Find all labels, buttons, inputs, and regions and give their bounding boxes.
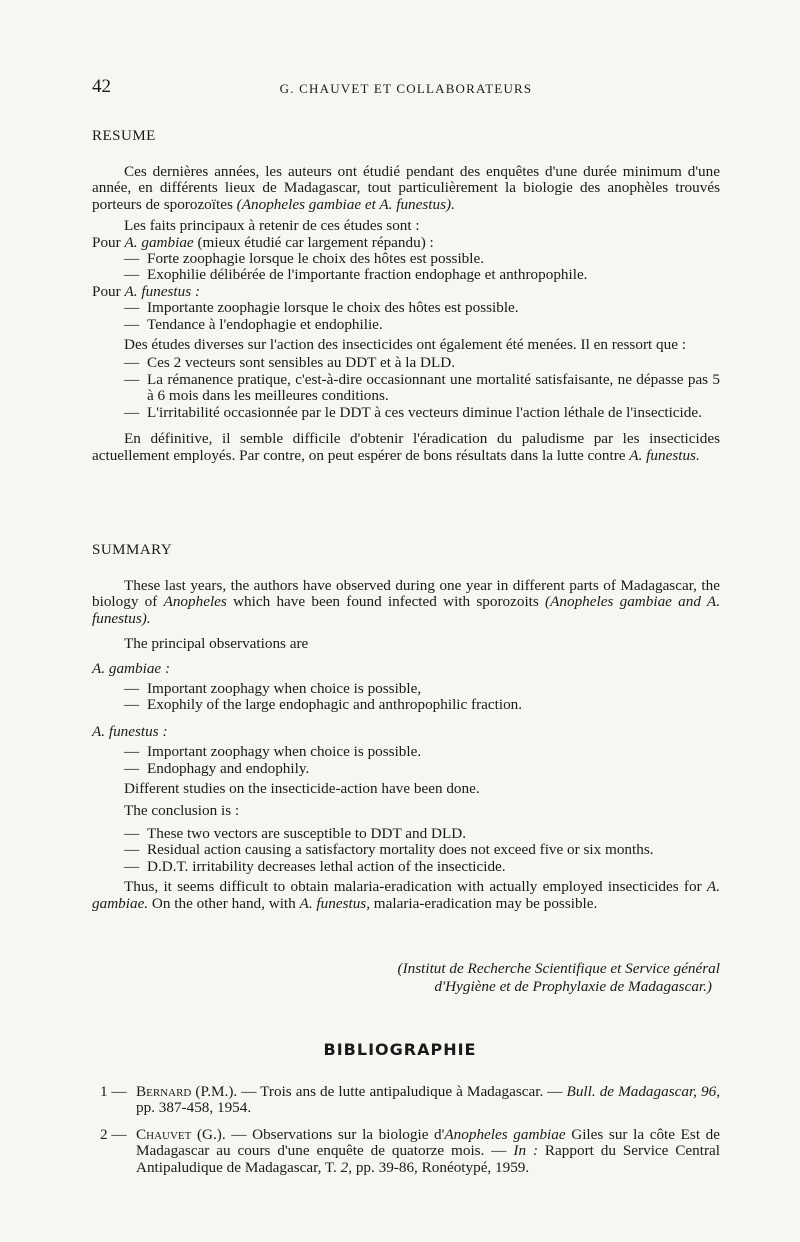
affiliation-line: d'Hygiène et de Prophylaxie de Madagascar.) — [434, 978, 712, 995]
resume-facts-lead: Les faits principaux à retenir de ces études sont : — [124, 217, 420, 235]
affiliation — [92, 960, 720, 996]
list-item: — La rémanence pratique, c'est-à-dire occasionnant une mortalité satisfaisante, ne dépasse pas 5 à 6 mois dans les meilleures conditions. — [124, 370, 720, 405]
resume-title: RESUME — [92, 128, 156, 144]
list-item: — These two vectors are susceptible to DDT and DLD. — [124, 824, 466, 842]
summary-different-studies: Different studies on the insecticide-action have been done. — [124, 780, 480, 798]
resume-conclusion: En définitive, il semble difficile d'obtenir l'éradication du paludisme par les insecticides actuellement employés. Par contre, on peut espérer de bons résultats dans la lutte contre A. funestus. — [92, 430, 720, 464]
reference-item: 1 — Bernard (P.M.). — Trois ans de lutte antipaludique à Madagascar. — Bull. de Madagascar, 96, pp. 387-458, 1954. — [100, 1083, 720, 1117]
resume-body — [92, 164, 720, 469]
page-header — [92, 76, 720, 102]
resume-intro: Ces dernières années, les auteurs ont étudié pendant des enquêtes d'une durée minimum d'une année, en différents lieux de Madagascar, tout particulièrement la biologie des anophèles trouvés porteurs de sporozoïtes (Anopheles gambiae et A. funestus). — [92, 163, 720, 213]
list-item: — Importante zoophagie lorsque le choix des hôtes est possible. — [124, 299, 519, 317]
resume-gambiae-heading: Pour A. gambiae (mieux étudié car largement répandu) : — [92, 233, 434, 251]
list-item: — Important zoophagy when choice is possible. — [124, 743, 422, 761]
list-item: — Exophily of the large endophagic and anthropophilic fraction. — [124, 696, 523, 714]
bibliography-title: BIBLIOGRAPHIE — [323, 1040, 477, 1059]
summary-conclusion-lead: The conclusion is : — [124, 802, 240, 820]
list-item: — Exophilie délibérée de l'importante fraction endophage et anthropophile. — [124, 266, 588, 284]
affiliation-line: (Institut de Recherche Scientifique et Service général — [397, 960, 720, 977]
reference-list — [92, 1084, 720, 1186]
summary-funestus-heading: A. funestus : — [92, 722, 168, 740]
list-item: — D.D.T. irritability decreases lethal action of the insecticide. — [124, 857, 506, 875]
summary-gambiae-heading: A. gambiae : — [92, 659, 171, 677]
list-item: — Important zoophagy when choice is possible, — [124, 680, 422, 698]
summary-intro: These last years, the authors have observed during one year in different parts of Madagascar, the biology of Anopheles which have been found infected with sporozoits (Anopheles gambiae and A. funestus). — [92, 577, 720, 627]
resume-insecticide-para: Des études diverses sur l'action des insecticides ont également été menées. Il en ressort que : — [124, 336, 686, 354]
list-item: — Ces 2 vecteurs sont sensibles au DDT et à la DLD. — [124, 354, 456, 372]
list-item: — Forte zoophagie lorsque le choix des hôtes est possible. — [124, 250, 485, 268]
list-item: — Residual action causing a satisfactory mortality does not exceed five or six months. — [124, 841, 654, 859]
summary-body — [92, 578, 720, 917]
resume-funestus-heading: Pour A. funestus : — [92, 282, 201, 300]
reference-item: 2 — Chauvet (G.). — Observations sur la biologie d'Anopheles gambiae Giles sur la côte Est de Madagascar au cours d'une enquête de quatorze mois. — In : Rapport du Service Central Antipaludique de Madagascar, T. 2, pp. 39-86, Ronéotypé, 1959. — [100, 1125, 721, 1176]
summary-final: Thus, it seems difficult to obtain malaria-eradication with actually employed insecticides for A. gambiae. On the other hand, with A. funestus, malaria-eradication may be possible. — [92, 878, 720, 912]
summary-principal: The principal observations are — [124, 635, 309, 653]
list-item: — Tendance à l'endophagie et endophilie. — [124, 315, 383, 333]
page-number: 42 — [92, 76, 111, 97]
running-head: G. CHAUVET ET COLLABORATEURS — [279, 81, 533, 96]
list-item: — L'irritabilité occasionnée par le DDT à ces vecteurs diminue l'action léthale de l'insecticide. — [124, 403, 702, 421]
summary-title: SUMMARY — [92, 542, 173, 558]
list-item: — Endophagy and endophily. — [124, 759, 310, 777]
